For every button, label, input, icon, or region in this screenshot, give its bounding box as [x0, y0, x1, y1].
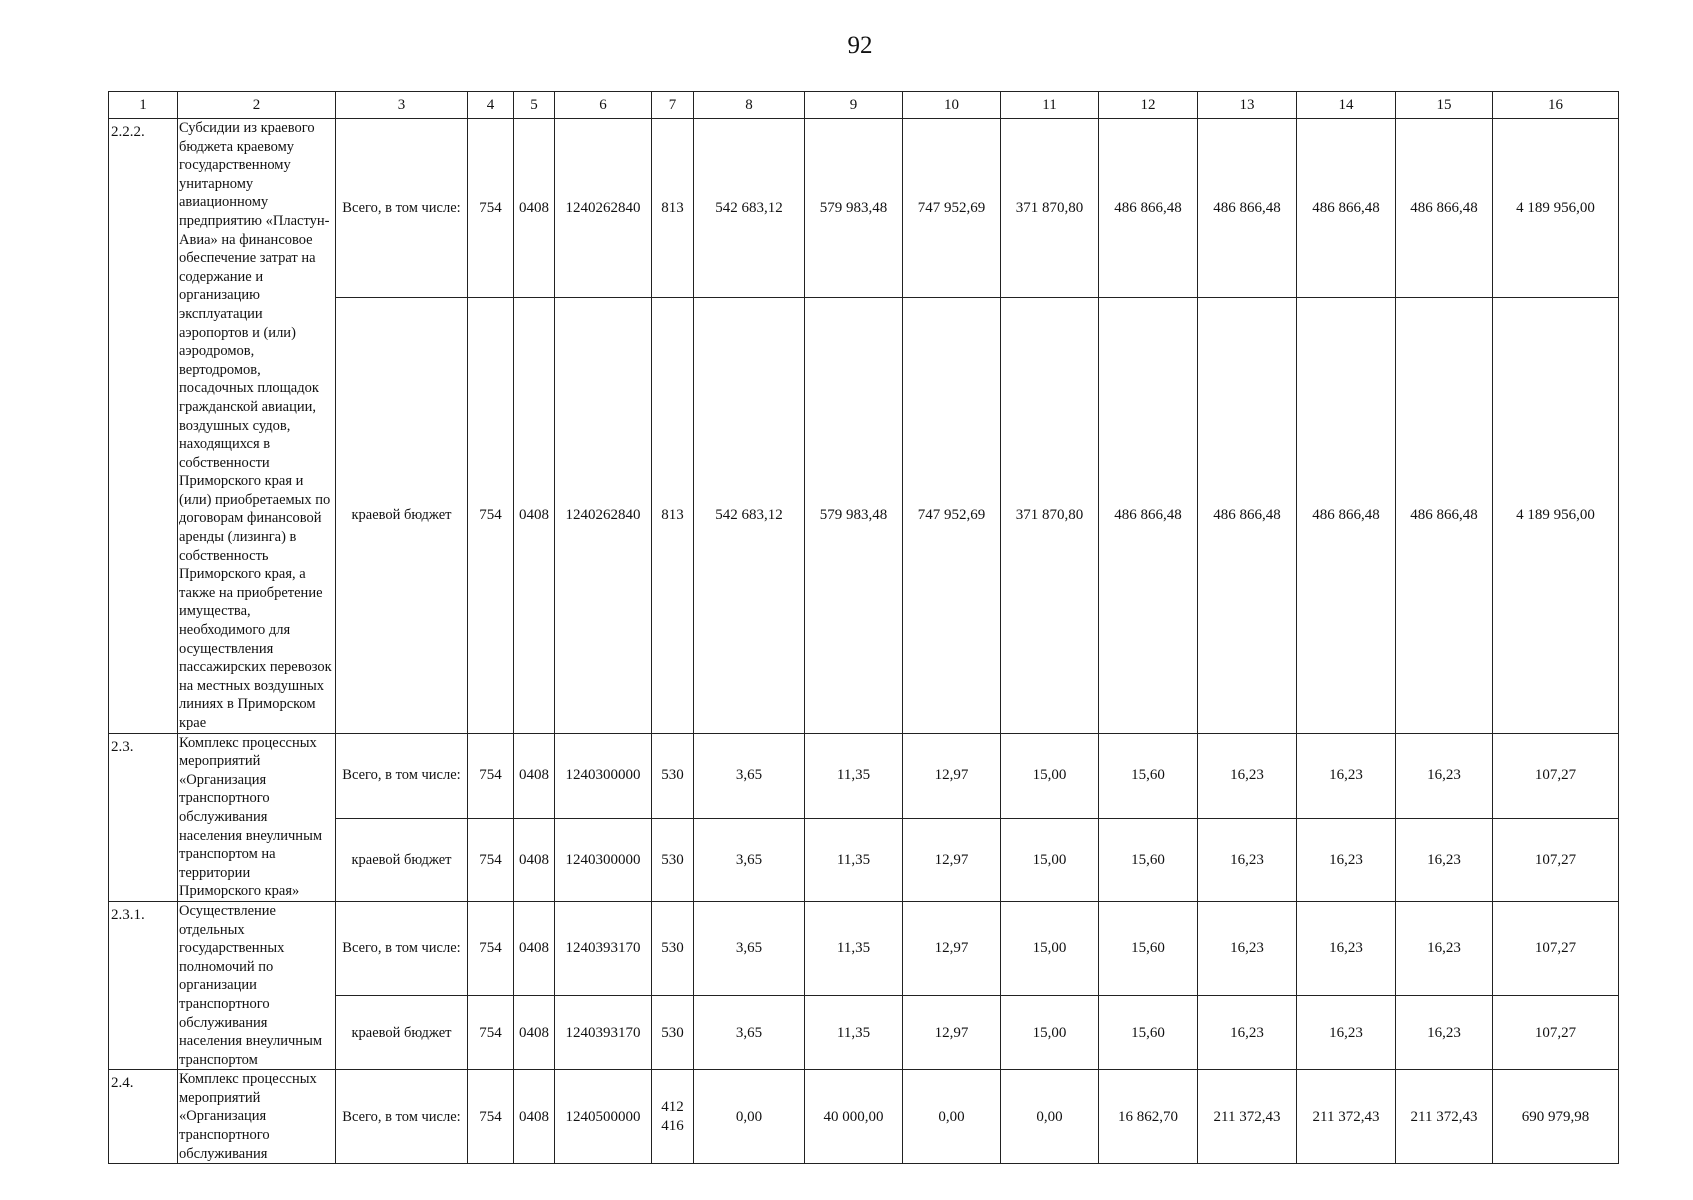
- value-cell: 16,23: [1198, 996, 1297, 1070]
- cell: 530: [652, 901, 694, 996]
- value-cell: 211 372,43: [1396, 1070, 1493, 1164]
- value-cell: 12,97: [903, 818, 1001, 901]
- cell: 1240393170: [555, 996, 652, 1070]
- value-cell: 16,23: [1396, 996, 1493, 1070]
- column-header: 14: [1297, 92, 1396, 119]
- cell: 754: [468, 733, 514, 818]
- value-cell: 542 683,12: [694, 119, 805, 298]
- cell: 754: [468, 119, 514, 298]
- cell: [652, 1070, 694, 1164]
- table-row: [109, 733, 1619, 818]
- item-number: 2.3.1.: [109, 901, 178, 1069]
- cell: 530: [652, 996, 694, 1070]
- column-header: 12: [1099, 92, 1198, 119]
- value-cell: 747 952,69: [903, 119, 1001, 298]
- column-header: 16: [1493, 92, 1619, 119]
- value-cell: 16,23: [1297, 901, 1396, 996]
- value-cell: 579 983,48: [805, 298, 903, 733]
- value-cell: 747 952,69: [903, 298, 1001, 733]
- column-header: 13: [1198, 92, 1297, 119]
- value-cell: 107,27: [1493, 733, 1619, 818]
- table-row: [109, 119, 1619, 298]
- value-cell: 107,27: [1493, 996, 1619, 1070]
- funding-source: краевой бюджет: [336, 996, 468, 1070]
- cell: 0408: [514, 1070, 555, 1164]
- cell: 0408: [514, 901, 555, 996]
- value-cell: 371 870,80: [1001, 119, 1099, 298]
- value-cell: 16,23: [1297, 996, 1396, 1070]
- funding-source: Всего, в том числе:: [336, 733, 468, 818]
- value-cell: 16,23: [1396, 818, 1493, 901]
- item-description: Осуществление отдельных государственных полномочий по организации транспортного обслуживания населения внеуличным транспортом: [178, 901, 336, 1069]
- code-line: 416: [661, 1117, 684, 1134]
- cell: 754: [468, 1070, 514, 1164]
- cell: 0408: [514, 298, 555, 733]
- value-cell: 486 866,48: [1099, 119, 1198, 298]
- funding-source: Всего, в том числе:: [336, 901, 468, 996]
- cell: 754: [468, 818, 514, 901]
- value-cell: 3,65: [694, 733, 805, 818]
- item-description: Комплекс процессных мероприятий «Организация транспортного обслуживания населения внеуличным транспортом на территории Приморского края»: [178, 733, 336, 901]
- value-cell: 371 870,80: [1001, 298, 1099, 733]
- value-cell: 16,23: [1198, 818, 1297, 901]
- value-cell: 486 866,48: [1198, 119, 1297, 298]
- column-header: 10: [903, 92, 1001, 119]
- funding-source: краевой бюджет: [336, 298, 468, 733]
- column-header: 2: [178, 92, 336, 119]
- value-cell: 15,00: [1001, 996, 1099, 1070]
- value-cell: 486 866,48: [1396, 298, 1493, 733]
- column-header: 9: [805, 92, 903, 119]
- column-header: 4: [468, 92, 514, 119]
- value-cell: 3,65: [694, 901, 805, 996]
- value-cell: 486 866,48: [1099, 298, 1198, 733]
- column-header: 6: [555, 92, 652, 119]
- value-cell: 16,23: [1198, 901, 1297, 996]
- code-line: 412: [661, 1099, 684, 1116]
- value-cell: 579 983,48: [805, 119, 903, 298]
- value-cell: 11,35: [805, 996, 903, 1070]
- budget-table: [108, 91, 1619, 1164]
- value-cell: 40 000,00: [805, 1070, 903, 1164]
- table-row: [109, 298, 1619, 733]
- value-cell: 486 866,48: [1198, 298, 1297, 733]
- value-cell: 4 189 956,00: [1493, 119, 1619, 298]
- item-number: 2.4.: [109, 1070, 178, 1164]
- value-cell: 107,27: [1493, 818, 1619, 901]
- value-cell: 12,97: [903, 901, 1001, 996]
- page-number: 92: [847, 32, 873, 59]
- funding-source: краевой бюджет: [336, 818, 468, 901]
- table-row: [109, 901, 1619, 996]
- cell: 754: [468, 901, 514, 996]
- cell: 1240393170: [555, 901, 652, 996]
- value-cell: 0,00: [1001, 1070, 1099, 1164]
- table-row: [109, 818, 1619, 901]
- value-cell: 542 683,12: [694, 298, 805, 733]
- table-row: [109, 1070, 1619, 1164]
- value-cell: 0,00: [903, 1070, 1001, 1164]
- value-cell: 16,23: [1396, 901, 1493, 996]
- value-cell: 0,00: [694, 1070, 805, 1164]
- value-cell: 15,00: [1001, 733, 1099, 818]
- column-header: 1: [109, 92, 178, 119]
- column-header: 11: [1001, 92, 1099, 119]
- cell: 0408: [514, 996, 555, 1070]
- value-cell: 16,23: [1198, 733, 1297, 818]
- value-cell: 486 866,48: [1396, 119, 1493, 298]
- cell: 813: [652, 119, 694, 298]
- value-cell: 4 189 956,00: [1493, 298, 1619, 733]
- cell: 1240262840: [555, 298, 652, 733]
- header-row: [109, 92, 1619, 119]
- value-cell: 16,23: [1297, 818, 1396, 901]
- value-cell: 11,35: [805, 818, 903, 901]
- cell: 754: [468, 996, 514, 1070]
- value-cell: 11,35: [805, 733, 903, 818]
- value-cell: 211 372,43: [1297, 1070, 1396, 1164]
- funding-source: Всего, в том числе:: [336, 1070, 468, 1164]
- value-cell: 15,60: [1099, 733, 1198, 818]
- value-cell: 15,60: [1099, 901, 1198, 996]
- item-number: 2.2.2.: [109, 119, 178, 734]
- cell: 530: [652, 733, 694, 818]
- column-header: 7: [652, 92, 694, 119]
- value-cell: 690 979,98: [1493, 1070, 1619, 1164]
- value-cell: 16,23: [1396, 733, 1493, 818]
- column-header: 5: [514, 92, 555, 119]
- column-header: 3: [336, 92, 468, 119]
- value-cell: 3,65: [694, 818, 805, 901]
- value-cell: 16 862,70: [1099, 1070, 1198, 1164]
- value-cell: 15,00: [1001, 901, 1099, 996]
- value-cell: 211 372,43: [1198, 1070, 1297, 1164]
- cell: 1240300000: [555, 818, 652, 901]
- item-description: Субсидии из краевого бюджета краевому государственному унитарному авиационному предприятию «Пластун-Авиа» на финансовое обеспечение затрат на содержание и организацию эксплуатации аэропортов и (или) аэродромов, вертодромов, посадочных площадок гражданской авиации, воздушных судов, находящихся в собственности Приморского края и (или) приобретаемых по договорам финансовой аренды (лизинга) в собственность Приморского края, а также на приобретение имущества, необходимого для осуществления пассажирских перевозок на местных воздушных линиях в Приморском крае: [178, 119, 336, 734]
- table-row: [109, 996, 1619, 1070]
- value-cell: 3,65: [694, 996, 805, 1070]
- item-description: Комплекс процессных мероприятий «Организация транспортного обслуживания: [178, 1070, 336, 1164]
- value-cell: 15,00: [1001, 818, 1099, 901]
- cell: 1240300000: [555, 733, 652, 818]
- value-cell: 12,97: [903, 996, 1001, 1070]
- cell: 0408: [514, 818, 555, 901]
- value-cell: 107,27: [1493, 901, 1619, 996]
- value-cell: 15,60: [1099, 996, 1198, 1070]
- cell: 754: [468, 298, 514, 733]
- column-header: 15: [1396, 92, 1493, 119]
- column-header: 8: [694, 92, 805, 119]
- item-number: 2.3.: [109, 733, 178, 901]
- cell: 0408: [514, 733, 555, 818]
- value-cell: 15,60: [1099, 818, 1198, 901]
- value-cell: 16,23: [1297, 733, 1396, 818]
- value-cell: 11,35: [805, 901, 903, 996]
- cell: 1240500000: [555, 1070, 652, 1164]
- value-cell: 486 866,48: [1297, 298, 1396, 733]
- funding-source: Всего, в том числе:: [336, 119, 468, 298]
- value-cell: 486 866,48: [1297, 119, 1396, 298]
- cell: 813: [652, 298, 694, 733]
- value-cell: 12,97: [903, 733, 1001, 818]
- cell: 1240262840: [555, 119, 652, 298]
- cell: 530: [652, 818, 694, 901]
- cell: 0408: [514, 119, 555, 298]
